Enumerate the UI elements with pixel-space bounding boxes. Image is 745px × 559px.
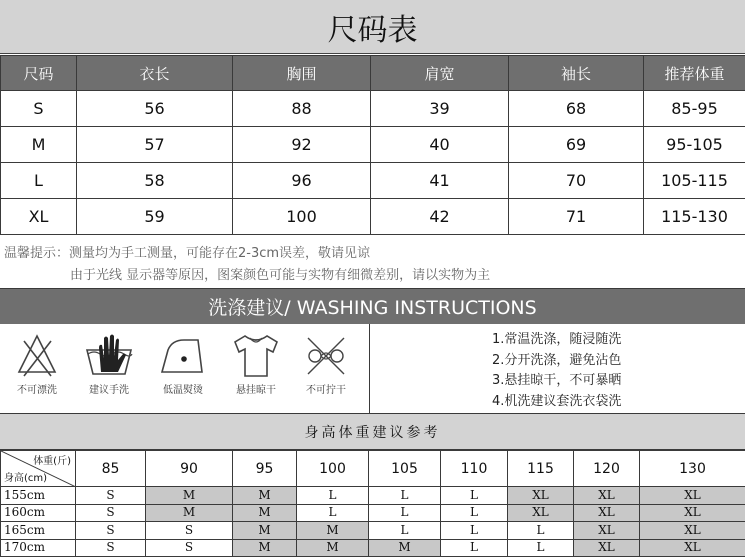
cell: 71 bbox=[509, 199, 644, 235]
instruction-item: 3.悬挂晾干，不可暴晒 bbox=[492, 373, 622, 388]
note-measurement: 温馨提示：测量均为手工测量，可能存在2-3cm误差，敬请见谅 bbox=[4, 246, 371, 261]
header-sleeve: 袖长 bbox=[509, 56, 644, 91]
table-row bbox=[1, 127, 745, 163]
size-cell: S bbox=[76, 522, 146, 540]
size-cell: XL bbox=[574, 522, 640, 540]
cell: 69 bbox=[509, 127, 644, 163]
cell: 95-105 bbox=[644, 127, 745, 163]
cell: 57 bbox=[77, 127, 233, 163]
height-label: 155cm bbox=[1, 487, 76, 505]
corner-weight-label: 体重(斤) bbox=[33, 456, 71, 467]
size-cell: M bbox=[297, 522, 369, 540]
table-row bbox=[1, 504, 745, 522]
care-item bbox=[148, 332, 218, 412]
reference-header bbox=[1, 451, 745, 487]
weight-header: 120 bbox=[574, 451, 640, 487]
reference-table bbox=[0, 450, 745, 557]
care-label: 建议手洗 bbox=[89, 385, 129, 396]
care-label: 不可拧干 bbox=[306, 385, 346, 396]
size-cell: L bbox=[441, 539, 508, 557]
cell: 92 bbox=[233, 127, 371, 163]
care-label: 悬挂晾干 bbox=[236, 385, 276, 396]
size-cell: M bbox=[233, 539, 297, 557]
size-table bbox=[0, 55, 745, 235]
cell: 58 bbox=[77, 163, 233, 199]
table-row bbox=[1, 163, 745, 199]
care-item bbox=[291, 332, 361, 412]
weight-header: 115 bbox=[508, 451, 574, 487]
size-cell: M bbox=[146, 504, 233, 522]
size-cell: M bbox=[297, 539, 369, 557]
size-cell: S bbox=[146, 522, 233, 540]
size-cell: M bbox=[233, 522, 297, 540]
cell: 42 bbox=[371, 199, 509, 235]
cell: 41 bbox=[371, 163, 509, 199]
corner-height-label: 身高(cm) bbox=[4, 473, 48, 484]
weight-header: 85 bbox=[76, 451, 146, 487]
size-cell: XL bbox=[574, 539, 640, 557]
size-cell: XL bbox=[508, 504, 574, 522]
care-icons bbox=[0, 324, 370, 414]
cell: 96 bbox=[233, 163, 371, 199]
cell: L bbox=[1, 163, 77, 199]
washing-instructions bbox=[492, 330, 621, 412]
cell: 40 bbox=[371, 127, 509, 163]
instruction-item: 4.机洗建议套洗衣袋洗 bbox=[492, 393, 622, 409]
hand-wash-icon bbox=[84, 332, 134, 378]
size-cell: M bbox=[233, 504, 297, 522]
height-label: 160cm bbox=[1, 504, 76, 522]
size-cell: XL bbox=[640, 522, 745, 540]
weight-header: 90 bbox=[146, 451, 233, 487]
size-cell: XL bbox=[640, 539, 745, 557]
height-label: 170cm bbox=[1, 539, 76, 557]
care-item bbox=[221, 332, 291, 412]
low-iron-icon bbox=[158, 332, 208, 378]
table-row bbox=[1, 522, 745, 540]
cell: 68 bbox=[509, 91, 644, 127]
size-cell: M bbox=[233, 487, 297, 505]
table-row bbox=[1, 91, 745, 127]
weight-header: 110 bbox=[441, 451, 508, 487]
cell: XL bbox=[1, 199, 77, 235]
table-row bbox=[1, 539, 745, 557]
size-cell: XL bbox=[508, 487, 574, 505]
table-row bbox=[1, 199, 745, 235]
cell: S bbox=[1, 91, 77, 127]
size-cell: L bbox=[441, 487, 508, 505]
cell: 85-95 bbox=[644, 91, 745, 127]
header-chest: 胸围 bbox=[233, 56, 371, 91]
size-cell: L bbox=[508, 539, 574, 557]
cell: 115-130 bbox=[644, 199, 745, 235]
care-label: 不可漂洗 bbox=[17, 385, 57, 396]
care-item bbox=[2, 332, 72, 412]
size-cell: XL bbox=[574, 487, 640, 505]
weight-header: 95 bbox=[233, 451, 297, 487]
cell: 39 bbox=[371, 91, 509, 127]
cell: 56 bbox=[77, 91, 233, 127]
cell: 88 bbox=[233, 91, 371, 127]
size-cell: L bbox=[297, 504, 369, 522]
header-shoulder: 肩宽 bbox=[371, 56, 509, 91]
size-cell: XL bbox=[640, 504, 745, 522]
cell: M bbox=[1, 127, 77, 163]
size-cell: L bbox=[369, 504, 441, 522]
hang-dry-icon bbox=[229, 332, 283, 378]
cell: 59 bbox=[77, 199, 233, 235]
no-bleach-icon bbox=[15, 332, 59, 378]
size-cell: L bbox=[441, 504, 508, 522]
notes bbox=[0, 236, 745, 288]
page-title: 尺码表 bbox=[0, 0, 745, 54]
size-cell: S bbox=[76, 487, 146, 505]
size-cell: XL bbox=[640, 487, 745, 505]
size-cell: L bbox=[441, 522, 508, 540]
size-cell: M bbox=[369, 539, 441, 557]
weight-header: 100 bbox=[297, 451, 369, 487]
header-weight: 推荐体重 bbox=[644, 56, 745, 91]
size-cell: S bbox=[76, 539, 146, 557]
corner-cell bbox=[1, 451, 76, 487]
washing-title: 洗涤建议/ WASHING INSTRUCTIONS bbox=[0, 288, 745, 324]
size-cell: S bbox=[76, 504, 146, 522]
size-cell: L bbox=[297, 487, 369, 505]
cell: 105-115 bbox=[644, 163, 745, 199]
cell: 100 bbox=[233, 199, 371, 235]
size-table-header bbox=[1, 56, 745, 91]
washing-section bbox=[0, 324, 745, 414]
no-wring-icon bbox=[301, 332, 351, 378]
note-color: 由于光线 显示器等原因，图案颜色可能与实物有细微差别，请以实物为主 bbox=[70, 268, 491, 283]
instruction-item: 2.分开洗涤，避免沾色 bbox=[492, 352, 622, 368]
instruction-item: 1.常温洗涤，随浸随洗 bbox=[492, 332, 622, 347]
weight-header: 130 bbox=[640, 451, 745, 487]
size-cell: XL bbox=[574, 504, 640, 522]
header-size: 尺码 bbox=[1, 56, 77, 91]
size-cell: L bbox=[508, 522, 574, 540]
height-label: 165cm bbox=[1, 522, 76, 540]
header-length: 衣长 bbox=[77, 56, 233, 91]
table-row bbox=[1, 487, 745, 505]
cell: 70 bbox=[509, 163, 644, 199]
size-cell: L bbox=[369, 487, 441, 505]
size-cell: S bbox=[146, 539, 233, 557]
care-label: 低温熨烫 bbox=[163, 385, 203, 396]
size-cell: M bbox=[146, 487, 233, 505]
weight-header: 105 bbox=[369, 451, 441, 487]
reference-title: 身高体重建议参考 bbox=[0, 414, 745, 450]
care-item bbox=[74, 332, 144, 412]
size-cell: L bbox=[369, 522, 441, 540]
